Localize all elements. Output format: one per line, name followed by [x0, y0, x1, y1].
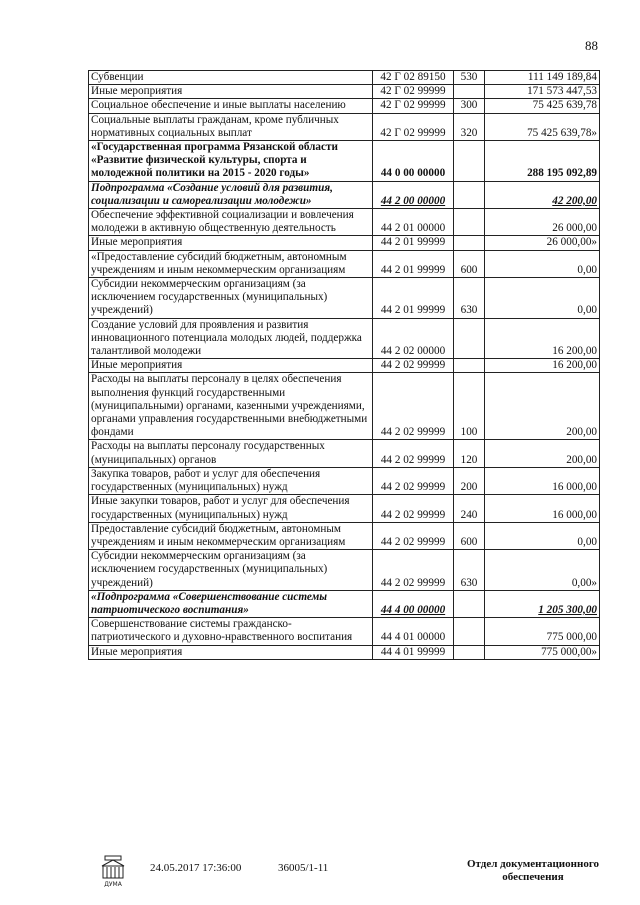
row-name-cell: Расходы на выплаты персоналу в целях обеспечения выполнения функций государственными (муниципальными) органами, казенными учреждениями, органами управления государственными внебюджетными фондами: [89, 373, 373, 440]
table-row: [89, 467, 600, 494]
row-name-cell: Иные мероприятия: [89, 236, 373, 250]
row-name-cell: Расходы на выплаты персоналу государственных (муниципальных) органов: [89, 440, 373, 467]
svg-text:ДУМА: ДУМА: [104, 881, 122, 888]
row-type-cell: [454, 318, 485, 359]
table-row: [89, 550, 600, 591]
table-row: [89, 209, 600, 236]
row-type-cell: 600: [454, 522, 485, 549]
row-type-cell: 630: [454, 278, 485, 319]
table-row: [89, 590, 600, 617]
row-type-cell: 300: [454, 99, 485, 113]
row-code-cell: 44 2 02 99999: [373, 495, 454, 522]
row-name-cell: Предоставление субсидий бюджетным, автономным учреждениям и иным некоммерческим организациям: [89, 522, 373, 549]
row-name-cell: Совершенствование системы гражданско-патриотического и духовно-нравственного воспитания: [89, 618, 373, 645]
row-sum-cell: 16 000,00: [485, 467, 600, 494]
row-code-cell: 42 Г 02 99999: [373, 99, 454, 113]
row-sum-cell: 0,00: [485, 522, 600, 549]
row-sum-cell: 200,00: [485, 440, 600, 467]
table-row: [89, 113, 600, 140]
row-sum-cell: 111 149 189,84: [485, 71, 600, 85]
page-footer: [88, 856, 608, 896]
row-code-cell: 44 4 01 00000: [373, 618, 454, 645]
row-name-cell: Иные закупки товаров, работ и услуг для обеспечения государственных (муниципальных) нужд: [89, 495, 373, 522]
table-row: [89, 99, 600, 113]
row-code-cell: 44 2 01 99999: [373, 250, 454, 277]
row-code-cell: 44 2 02 99999: [373, 373, 454, 440]
row-type-cell: 630: [454, 550, 485, 591]
table-row: [89, 250, 600, 277]
table-row: [89, 236, 600, 250]
footer-datetime: 24.05.2017 17:36:00: [150, 862, 242, 874]
row-type-cell: 600: [454, 250, 485, 277]
row-sum-cell: 775 000,00»: [485, 645, 600, 659]
row-name-cell: Закупка товаров, работ и услуг для обеспечения государственных (муниципальных) нужд: [89, 467, 373, 494]
row-type-cell: 200: [454, 467, 485, 494]
row-code-cell: 44 0 00 00000: [373, 141, 454, 182]
table-row: [89, 141, 600, 182]
row-type-cell: [454, 236, 485, 250]
row-code-cell: 44 2 02 00000: [373, 318, 454, 359]
row-type-cell: [454, 590, 485, 617]
row-code-cell: 42 Г 02 89150: [373, 71, 454, 85]
row-code-cell: 42 Г 02 99999: [373, 85, 454, 99]
row-type-cell: 240: [454, 495, 485, 522]
row-sum-cell: 0,00: [485, 278, 600, 319]
row-sum-cell: 26 000,00: [485, 209, 600, 236]
table-row: [89, 278, 600, 319]
row-sum-cell: 200,00: [485, 373, 600, 440]
row-sum-cell: 26 000,00»: [485, 236, 600, 250]
row-name-cell: Обеспечение эффективной социализации и вовлечения молодежи в активную общественную деятельность: [89, 209, 373, 236]
row-name-cell: «Подпрограмма «Совершенствование системы патриотического воспитания»: [89, 590, 373, 617]
row-type-cell: 320: [454, 113, 485, 140]
row-sum-cell: 1 205 300,00: [485, 590, 600, 617]
row-name-cell: Социальное обеспечение и иные выплаты населению: [89, 99, 373, 113]
table-row: [89, 85, 600, 99]
row-name-cell: Субвенции: [89, 71, 373, 85]
row-sum-cell: 171 573 447,53: [485, 85, 600, 99]
table-row: [89, 645, 600, 659]
row-name-cell: Социальные выплаты гражданам, кроме публичных нормативных социальных выплат: [89, 113, 373, 140]
row-sum-cell: 775 000,00: [485, 618, 600, 645]
table-row: [89, 618, 600, 645]
row-sum-cell: 288 195 092,89: [485, 141, 600, 182]
row-code-cell: 44 2 02 99999: [373, 550, 454, 591]
row-type-cell: 120: [454, 440, 485, 467]
budget-table: [88, 70, 600, 660]
row-code-cell: 42 Г 02 99999: [373, 113, 454, 140]
row-code-cell: 44 2 00 00000: [373, 181, 454, 208]
table-row: [89, 318, 600, 359]
table-row: [89, 522, 600, 549]
row-name-cell: Субсидии некоммерческим организациям (за исключением государственных (муниципальных) учреждений): [89, 550, 373, 591]
row-sum-cell: 16 200,00: [485, 318, 600, 359]
row-name-cell: Создание условий для проявления и развития инновационного потенциала молодых людей, поддержка талантливой молодежи: [89, 318, 373, 359]
row-type-cell: 530: [454, 71, 485, 85]
row-code-cell: 44 2 01 99999: [373, 236, 454, 250]
footer-department: Отдел документационного обеспечения: [466, 858, 600, 883]
row-name-cell: «Государственная программа Рязанской области «Развитие физической культуры, спорта и молодежной политики на 2015 - 2020 годы»: [89, 141, 373, 182]
table-row: [89, 359, 600, 373]
row-code-cell: 44 4 01 99999: [373, 645, 454, 659]
table-row: [89, 495, 600, 522]
row-name-cell: Субсидии некоммерческим организациям (за исключением государственных (муниципальных) учреждений): [89, 278, 373, 319]
row-name-cell: Иные мероприятия: [89, 359, 373, 373]
row-type-cell: [454, 141, 485, 182]
row-type-cell: [454, 181, 485, 208]
row-sum-cell: 16 200,00: [485, 359, 600, 373]
row-code-cell: 44 2 02 99999: [373, 440, 454, 467]
row-type-cell: [454, 85, 485, 99]
row-code-cell: 44 2 01 99999: [373, 278, 454, 319]
row-code-cell: 44 4 00 00000: [373, 590, 454, 617]
row-name-cell: Иные мероприятия: [89, 85, 373, 99]
row-sum-cell: 42 200,00: [485, 181, 600, 208]
table-row: [89, 181, 600, 208]
row-type-cell: [454, 645, 485, 659]
row-code-cell: 44 2 01 00000: [373, 209, 454, 236]
budget-table-body: [89, 71, 600, 660]
row-name-cell: Подпрограмма «Создание условий для развития, социализации и самореализации молодежи»: [89, 181, 373, 208]
row-type-cell: [454, 209, 485, 236]
row-code-cell: 44 2 02 99999: [373, 467, 454, 494]
table-row: [89, 373, 600, 440]
row-code-cell: 44 2 02 99999: [373, 522, 454, 549]
table-row: [89, 71, 600, 85]
row-sum-cell: 16 000,00: [485, 495, 600, 522]
row-sum-cell: 75 425 639,78: [485, 99, 600, 113]
row-type-cell: 100: [454, 373, 485, 440]
row-sum-cell: 75 425 639,78»: [485, 113, 600, 140]
row-type-cell: [454, 618, 485, 645]
row-sum-cell: 0,00»: [485, 550, 600, 591]
row-code-cell: 44 2 02 99999: [373, 359, 454, 373]
row-type-cell: [454, 359, 485, 373]
row-name-cell: «Предоставление субсидий бюджетным, автономным учреждениям и иным некоммерческим организациям: [89, 250, 373, 277]
page-number: 88: [585, 38, 598, 53]
duma-emblem-icon: [96, 852, 130, 888]
row-sum-cell: 0,00: [485, 250, 600, 277]
table-row: [89, 440, 600, 467]
footer-doc-number: 36005/1-11: [278, 862, 329, 874]
row-name-cell: Иные мероприятия: [89, 645, 373, 659]
